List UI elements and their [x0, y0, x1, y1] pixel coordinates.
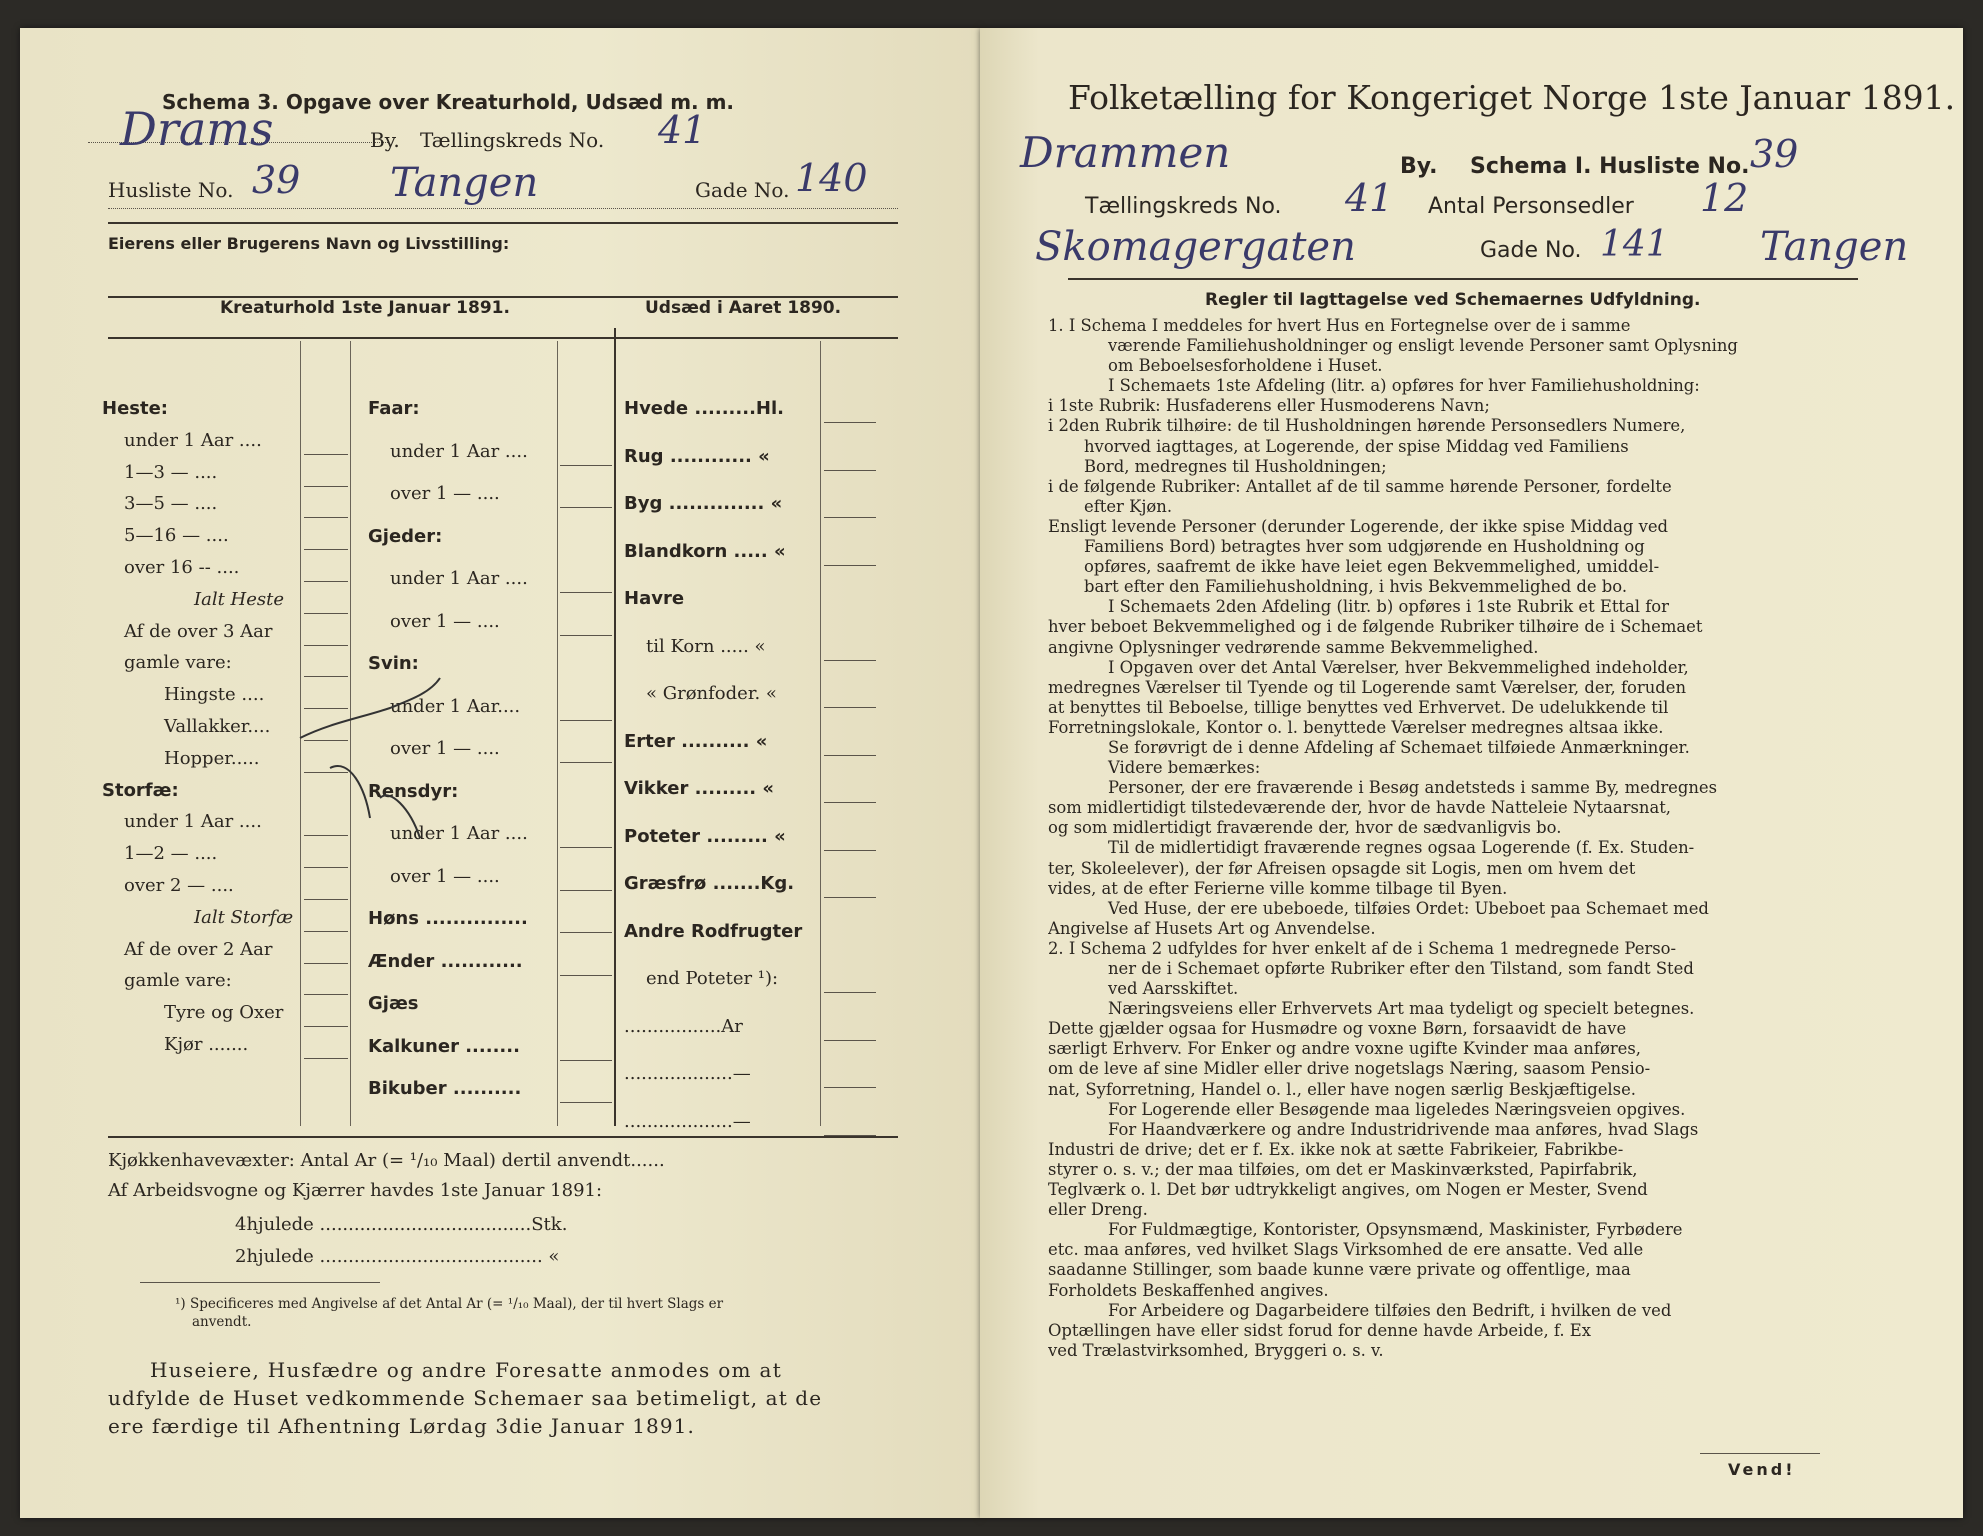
col3-row: Byg .............. «	[624, 493, 783, 514]
col1-row: Ialt Storfæ	[194, 906, 294, 928]
col2-row: Faar:	[368, 398, 420, 419]
rule-line: ter, Skoleelever), der før Afreisen opsagde sit Logis, men om hvem det	[1048, 858, 1636, 878]
taellingskreds-label-right: Tællingskreds No.	[1085, 194, 1282, 219]
col3-row: Rug ............ «	[624, 445, 770, 467]
rule-line: i de følgende Rubriker: Antallet af de til samme hørende Personer, fordelte	[1048, 476, 1672, 496]
rule-line: vides, at de efter Ferierne ville komme tilbage til Byen.	[1048, 878, 1508, 898]
col1-row: Vallakker....	[164, 716, 271, 737]
udsaed-header: Udsæd i Aaret 1890.	[645, 298, 842, 318]
gade-value: 140	[795, 156, 868, 200]
col1-row: 3—5 — ....	[124, 493, 218, 515]
col1-row: 5—16 — ....	[124, 525, 229, 547]
rule-line: om Beboelsesforholdene i Huset.	[1108, 356, 1383, 376]
gade-value-right: 141	[1600, 224, 1669, 265]
col2-row: under 1 Aar ....	[390, 823, 528, 844]
rule-line: ner de i Schemaet opførte Rubriker efter den Tilstand, som fandt Sted	[1108, 959, 1694, 978]
col3-row: Havre	[624, 588, 685, 609]
rule-line: Angivelse af Husets Art og Anvendelse.	[1048, 918, 1376, 938]
rule-line: Til de midlertidigt fraværende regnes ogsaa Logerende (f. Ex. Studen-	[1108, 838, 1695, 858]
closing-line-2: udfylde de Huset vedkommende Schemaer saa betimeligt, at de	[108, 1386, 823, 1410]
rule-line: I Opgaven over det Antal Værelser, hver Bekvemmelighed indeholder,	[1108, 657, 1689, 677]
col2-row: under 1 Aar ....	[390, 568, 528, 589]
vend-label: Vend!	[1728, 1460, 1796, 1479]
gade-label-right: Gade No.	[1480, 238, 1582, 263]
col3-row: « Grønfoder. «	[646, 683, 777, 704]
rule-line: i 1ste Rubrik: Husfaderens eller Husmoderens Navn;	[1048, 396, 1490, 416]
hjul4-line: 4hjulede .....................................Stk.	[235, 1214, 568, 1235]
rule-line: Forretningslokale, Kontor o. l. benyttede Værelser medregnes altsaa ikke.	[1048, 717, 1664, 737]
husliste-value-right: 39	[1750, 132, 1799, 176]
rule-line: Se forøvrigt de i denne Afdeling af Schemaet tilføiede Anmærkninger.	[1108, 737, 1690, 757]
footnote-line-1: ¹) Specificeres med Angivelse af det Antal Ar (= ¹/₁₀ Maal), der til hvert Slags er	[175, 1296, 724, 1312]
col2-row: under 1 Aar ....	[390, 440, 528, 462]
by-label: By.	[370, 128, 400, 152]
street2-handwritten-right: Tangen	[1760, 224, 1909, 270]
personsedler-label: Antal Personsedler	[1428, 194, 1634, 219]
col3-row: Blandkorn ..... «	[624, 540, 786, 562]
rule-line: I Schemaets 2den Afdeling (litr. b) opføres i 1ste Rubrik et Ettal for	[1108, 597, 1670, 617]
rule-line: For Arbeidere og Dagarbeidere tilføies den Bedrift, i hvilken de ved	[1108, 1300, 1672, 1320]
rule-line: særligt Erhverv. For Enker og andre voxne ugifte Kvinder maa anføres,	[1048, 1039, 1641, 1059]
rule-line: ved Aarsskiftet.	[1108, 979, 1239, 999]
gade-label: Gade No.	[695, 178, 790, 202]
col1-row: Hopper.....	[164, 747, 260, 769]
col1-row: Tyre og Oxer	[164, 1002, 284, 1024]
city-handwritten-right: Drammen	[1020, 128, 1231, 177]
taellingskreds-value: 41	[658, 108, 707, 152]
col3-row: Vikker ......... «	[624, 778, 775, 799]
col1-row: Ialt Heste	[194, 588, 285, 610]
rule-line: Dette gjælder ogsaa for Husmødre og voxne Børn, forsaavidt de have	[1048, 1019, 1627, 1039]
rule-line: Bord, medregnes til Husholdningen;	[1084, 456, 1387, 476]
census-title: Folketælling for Kongeriget Norge 1ste Januar 1891.	[1068, 78, 1956, 117]
rule-line: medregnes Værelser til Tyende og til Logerende samt Værelser, der, foruden	[1048, 677, 1687, 697]
col3-row: ...................—	[624, 1063, 751, 1084]
col3-row: Hvede .........Hl.	[624, 398, 784, 419]
rule-line: I Schemaets 1ste Afdeling (litr. a) opføres for hver Familiehusholdning:	[1108, 376, 1700, 396]
col1-row: 1—2 — ....	[124, 843, 218, 865]
col1-row: Af de over 2 Aar	[124, 938, 273, 960]
col2-row: over 1 — ....	[390, 610, 500, 632]
rule-line: i 2den Rubrik tilhøire: de til Husholdningen hørende Personsedlers Numere,	[1048, 416, 1686, 436]
arbeidsvogne-line: Af Arbeidsvogne og Kjærrer havdes 1ste Januar 1891:	[108, 1180, 603, 1201]
rule-line: opføres, saafremt de ikke have leiet egen Bekvemmelighed, umiddel-	[1084, 557, 1660, 577]
closing-line-1: Huseiere, Husfædre og andre Foresatte anmodes om at	[150, 1358, 783, 1382]
rule-line: Personer, der ere fraværende i Besøg andetsteds i samme By, medregnes	[1108, 778, 1718, 798]
rule-line: ved Trælastvirksomhed, Bryggeri o. s. v.	[1048, 1340, 1384, 1360]
rule-line: bart efter den Familiehusholdning, i hvis Bekvemmelighed de bo.	[1084, 577, 1628, 597]
rule-line: hvorved iagttages, at Logerende, der spise Middag ved Familiens	[1084, 436, 1629, 456]
col1-row: over 16 -- ....	[124, 557, 240, 578]
rule-line: saadanne Stillinger, som baade kunne være private og offentlige, maa	[1048, 1260, 1631, 1280]
rules-text	[1048, 316, 1838, 1361]
rule-line: 2. I Schema 2 udfyldes for hver enkelt af de i Schema 1 medregnede Perso-	[1048, 938, 1677, 958]
col1-row: gamle vare:	[124, 970, 232, 992]
rule-line: værende Familiehusholdninger og ensligt levende Personer samt Oplysning	[1108, 336, 1738, 356]
rule-line: hver beboet Bekvemmelighed og i de følgende Rubriker tilhøire de i Schemaet	[1048, 617, 1703, 637]
col2-row: over 1 — ....	[390, 483, 500, 504]
col2-row: Høns ...............	[368, 908, 528, 929]
col2-row: Gjeder:	[368, 525, 443, 547]
col2-row: Ænder ............	[368, 950, 523, 972]
col1-row: Heste:	[102, 398, 168, 419]
col1-row: 1—3 — ....	[124, 461, 218, 483]
husliste-value: 39	[252, 158, 301, 202]
by-label-right: By.	[1400, 154, 1438, 179]
rule-line: Optællingen have eller sidst forud for denne havde Arbeide, f. Ex	[1048, 1320, 1591, 1340]
personsedler-value: 12	[1700, 176, 1749, 220]
kreaturhold-header: Kreaturhold 1ste Januar 1891.	[220, 298, 510, 318]
col1-row: Storfæ:	[102, 779, 179, 801]
closing-line-3: ere færdige til Afhentning Lørdag 3die Januar 1891.	[108, 1414, 695, 1438]
col1-row: under 1 Aar ....	[124, 429, 262, 451]
rule-line: Videre bemærkes:	[1108, 758, 1261, 778]
col1-row: under 1 Aar ....	[124, 811, 262, 833]
col3-row: ...................—	[624, 1110, 751, 1132]
husliste-label: Husliste No.	[108, 178, 234, 202]
rule-line: at benyttes til Beboelse, tillige benyttes ved Erhvervet. De udelukkende til	[1048, 697, 1669, 717]
rule-line: For Haandværkere og andre Industridrivende maa anføres, hvad Slags	[1108, 1119, 1699, 1139]
street-handwritten: Tangen	[390, 160, 539, 206]
col3-row: Andre Rodfrugter	[624, 920, 803, 942]
col1-row: over 2 — ....	[124, 875, 234, 896]
col2-row: over 1 — ....	[390, 738, 500, 759]
schema3-title: Schema 3. Opgave over Kreaturhold, Udsæd m. m.	[162, 90, 735, 114]
rule-line: Teglværk o. l. Det bør udtrykkeligt angives, om Nogen er Mester, Svend	[1048, 1180, 1648, 1200]
col2-row: Gjæs	[368, 993, 419, 1014]
rule-line: For Fuldmægtige, Kontorister, Opsynsmænd, Maskinister, Fyrbødere	[1108, 1220, 1683, 1240]
rule-line: efter Kjøn.	[1084, 496, 1173, 516]
taellingskreds-value-right: 41	[1345, 176, 1394, 220]
col2-row: over 1 — ....	[390, 865, 500, 887]
col1-row: Hingste ....	[164, 684, 265, 706]
col3-row: end Poteter ¹):	[646, 968, 779, 989]
col1-row: Kjør .......	[164, 1034, 249, 1055]
rule-line: eller Dreng.	[1048, 1200, 1148, 1220]
taellingskreds-label: Tællingskreds No.	[420, 128, 605, 152]
col3-row: Græsfrø .......Kg.	[624, 873, 795, 894]
rule-line: Ved Huse, der ere ubeboede, tilføies Ordet: Ubeboet paa Schemaet med	[1108, 898, 1709, 918]
col2-row: under 1 Aar....	[390, 695, 521, 717]
rule-line: som midlertidigt tilstedeværende der, hvor de havde Natteleie Nytaarsnat,	[1048, 798, 1672, 818]
rule-line: etc. maa anføres, ved hvilket Slags Virksomhed de ere ansatte. Ved alle	[1048, 1240, 1644, 1260]
col1-row: gamle vare:	[124, 652, 232, 674]
rule-line: styrer o. s. v.; der maa tilføies, om det er Maskinværksted, Papirfabrik,	[1048, 1159, 1638, 1179]
rule-line: Forholdets Beskaffenhed angives.	[1048, 1280, 1329, 1300]
owner-label: Eierens eller Brugerens Navn og Livsstilling:	[108, 234, 510, 253]
left-page	[20, 28, 980, 1518]
col2-row: Bikuber ..........	[368, 1078, 522, 1099]
rules-title: Regler til Iagttagelse ved Schemaernes Udfyldning.	[1205, 290, 1701, 310]
rule-line: og som midlertidigt fraværende der, hvor de sædvanligvis bo.	[1048, 818, 1562, 838]
col3-row: .................Ar	[624, 1015, 743, 1037]
street-handwritten-right: Skomagergaten	[1035, 224, 1356, 270]
city-handwritten: Drams	[120, 102, 274, 156]
rule-line: 1. I Schema I meddeles for hvert Hus en Fortegnelse over de i samme	[1048, 316, 1631, 335]
rule-line: Ensligt levende Personer (derunder Logerende, der ikke spise Middag ved	[1048, 516, 1669, 536]
hjul2-line: 2hjulede ....................................... «	[235, 1246, 560, 1267]
rule-line: Familiens Bord) betragtes hver som udgjørende en Husholdning og	[1084, 537, 1645, 557]
footnote-line-2: anvendt.	[192, 1314, 252, 1330]
strikethrough-marks	[290, 648, 460, 848]
right-page	[980, 28, 1963, 1518]
col3-row: Erter .......... «	[624, 730, 768, 752]
rule-line: nat, Syforretning, Handel o. l., eller have nogen særlig Beskjæftigelse.	[1048, 1079, 1636, 1099]
col2-row: Kalkuner ........	[368, 1035, 520, 1057]
rule-line: For Logerende eller Besøgende maa ligeledes Næringsveien opgives.	[1108, 1099, 1686, 1119]
col1-row: Af de over 3 Aar	[124, 620, 273, 642]
schema-i-husliste-label: Schema I. Husliste No.	[1470, 154, 1750, 179]
col3-row: Poteter ......... «	[624, 825, 786, 847]
rule-line: om de leve af sine Midler eller drive nogetslags Næring, saasom Pensio-	[1048, 1059, 1651, 1079]
col3-row: til Korn ..... «	[646, 635, 766, 657]
rule-line: angivne Oplysninger vedrørende samme Bekvemmelighed.	[1048, 637, 1539, 657]
rule-line: Næringsveiens eller Erhvervets Art maa tydeligt og specielt betegnes.	[1108, 999, 1695, 1019]
rule-line: Industri de drive; det er f. Ex. ikke nok at sætte Fabrikeier, Fabrikbe-	[1048, 1139, 1624, 1159]
col2-row: Svin:	[368, 653, 419, 674]
col2-row: Rensdyr:	[368, 780, 459, 802]
kjokkenhave-line: Kjøkkenhavevæxter: Antal Ar (= ¹/₁₀ Maal) dertil anvendt......	[108, 1150, 665, 1171]
